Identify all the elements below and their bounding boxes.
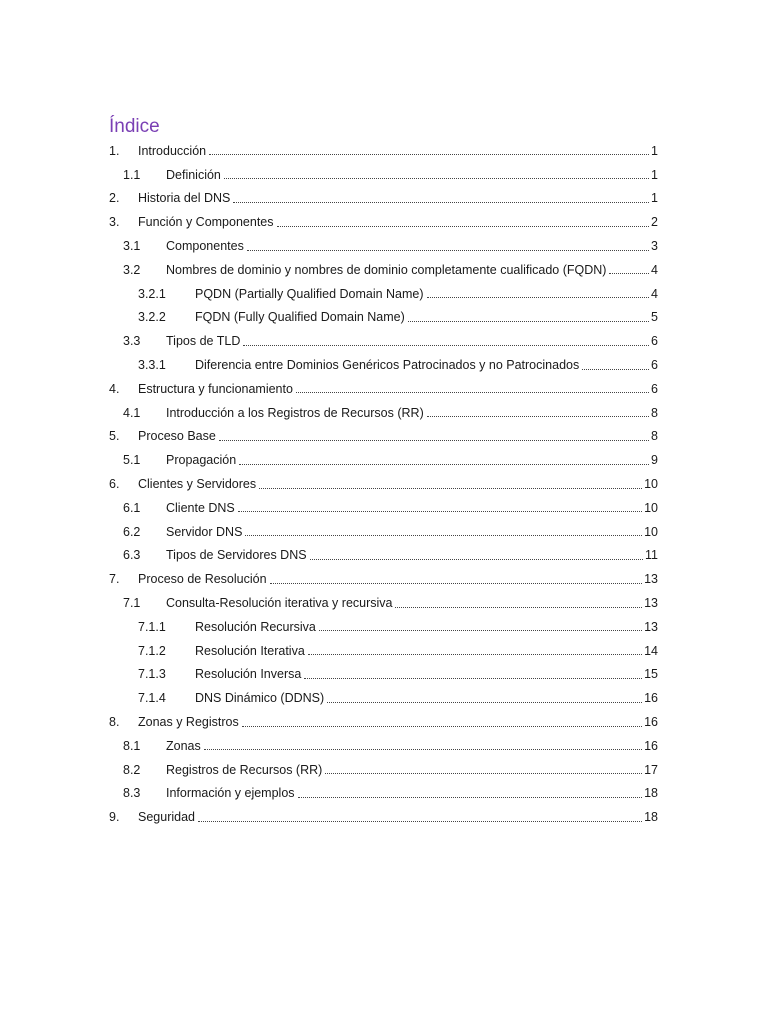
- toc-entry-number: 7.1: [123, 596, 141, 611]
- dot-leader: [209, 142, 649, 155]
- toc-entry-label: Tipos de TLD: [166, 334, 241, 349]
- dot-leader: [219, 428, 649, 441]
- toc-entry[interactable]: [109, 567, 658, 591]
- toc-entry[interactable]: [109, 187, 658, 211]
- toc-entry-number: 6.1: [123, 500, 141, 515]
- toc-entry-number: 3.3.1: [138, 358, 166, 373]
- dot-leader: [408, 309, 649, 322]
- toc-entry[interactable]: [109, 401, 658, 425]
- dot-leader: [198, 809, 642, 822]
- toc-entry[interactable]: [109, 734, 658, 758]
- toc-entry-label: Introducción: [138, 143, 207, 158]
- toc-entry-page-number: 4: [651, 286, 658, 301]
- toc-entry-number: 7.1.4: [138, 691, 166, 706]
- toc-entry-number: 4.: [109, 381, 120, 396]
- toc-entry-label: Resolución Recursiva: [195, 619, 316, 634]
- toc-entry-label: Zonas y Registros: [138, 715, 239, 730]
- toc-entry[interactable]: [109, 448, 658, 472]
- toc-entry-page-number: 1: [651, 191, 658, 206]
- toc-entry-number: 8.3: [123, 786, 141, 801]
- toc-entry-number: 7.1.2: [138, 643, 166, 658]
- toc-entry-page-number: 15: [644, 667, 658, 682]
- toc-entry-page-number: 10: [644, 524, 658, 539]
- toc-entry[interactable]: [109, 686, 658, 710]
- toc-entry-label: Diferencia entre Dominios Genéricos Patrocinados y no Patrocinados: [195, 358, 580, 373]
- toc-entry-number: 2.: [109, 191, 120, 206]
- toc-entry-label: Definición: [166, 167, 221, 182]
- toc-entry[interactable]: [109, 282, 658, 306]
- toc-entry[interactable]: [109, 544, 658, 568]
- toc-entry-label: PQDN (Partially Qualified Domain Name): [195, 286, 424, 301]
- dot-leader: [310, 547, 643, 560]
- dot-leader: [239, 452, 649, 465]
- dot-leader: [242, 714, 642, 727]
- dot-leader: [427, 285, 650, 298]
- dot-leader: [270, 571, 643, 584]
- toc-entry-number: 4.1: [123, 405, 141, 420]
- toc-entry-page-number: 18: [644, 810, 658, 825]
- toc-entry-number: 5.1: [123, 453, 141, 468]
- toc-entry-label: Propagación: [166, 453, 237, 468]
- dot-leader: [247, 238, 649, 251]
- toc-entry-label: Función y Componentes: [138, 215, 274, 230]
- toc-entry-number: 3.1: [123, 239, 141, 254]
- dot-leader: [427, 404, 649, 417]
- dot-leader: [245, 523, 642, 536]
- toc-entry-page-number: 16: [644, 738, 658, 753]
- dot-leader: [243, 333, 649, 346]
- dot-leader: [325, 761, 642, 774]
- toc-entry[interactable]: [109, 782, 658, 806]
- toc-entry-label: Registros de Recursos (RR): [166, 762, 323, 777]
- toc-entry[interactable]: [109, 234, 658, 258]
- toc-entry-number: 8.1: [123, 738, 141, 753]
- toc-entry-page-number: 14: [644, 643, 658, 658]
- dot-leader: [224, 166, 649, 179]
- toc-entry[interactable]: [109, 710, 658, 734]
- toc-entry-number: 7.1.3: [138, 667, 166, 682]
- toc-entry-label: Introducción a los Registros de Recursos (RR): [166, 405, 424, 420]
- toc-entry-number: 9.: [109, 810, 120, 825]
- toc-entry[interactable]: [109, 758, 658, 782]
- toc-entry[interactable]: [109, 306, 658, 330]
- toc-entry-label: Cliente DNS: [166, 500, 235, 515]
- toc-entry-number: 7.1.1: [138, 619, 166, 634]
- dot-leader: [238, 499, 642, 512]
- toc-entry-page-number: 16: [644, 715, 658, 730]
- toc-entry-number: 6.3: [123, 548, 141, 563]
- toc-entry-page-number: 1: [651, 143, 658, 158]
- toc-entry-number: 6.: [109, 477, 120, 492]
- toc-entry[interactable]: [109, 472, 658, 496]
- toc-entry-number: 3.2: [123, 262, 141, 277]
- toc-entry-label: FQDN (Fully Qualified Domain Name): [195, 310, 405, 325]
- toc-entry-number: 7.: [109, 572, 120, 587]
- toc-entry[interactable]: [109, 329, 658, 353]
- toc-entry-page-number: 8: [651, 405, 658, 420]
- toc-entry-label: Historia del DNS: [138, 191, 231, 206]
- table-of-contents: [109, 139, 658, 829]
- toc-entry-page-number: 3: [651, 239, 658, 254]
- toc-entry-number: 8.: [109, 715, 120, 730]
- toc-entry[interactable]: [109, 377, 658, 401]
- dot-leader: [319, 618, 642, 631]
- toc-entry-page-number: 13: [644, 572, 658, 587]
- toc-entry-label: Información y ejemplos: [166, 786, 295, 801]
- toc-entry[interactable]: [109, 210, 658, 234]
- toc-entry-label: Nombres de dominio y nombres de dominio completamente cualificado (FQDN): [166, 262, 607, 277]
- dot-leader: [609, 261, 649, 274]
- toc-entry[interactable]: [109, 520, 658, 544]
- toc-entry-label: Proceso de Resolución: [138, 572, 267, 587]
- toc-entry-label: Tipos de Servidores DNS: [166, 548, 307, 563]
- toc-entry-page-number: 1: [651, 167, 658, 182]
- dot-leader: [304, 666, 642, 679]
- toc-entry-page-number: 5: [651, 310, 658, 325]
- dot-leader: [308, 642, 642, 655]
- toc-entry-number: 5.: [109, 429, 120, 444]
- toc-entry-number: 1.1: [123, 167, 141, 182]
- toc-entry-label: Resolución Inversa: [195, 667, 302, 682]
- dot-leader: [259, 476, 642, 489]
- toc-entry-label: Clientes y Servidores: [138, 477, 257, 492]
- dot-leader: [296, 380, 649, 393]
- toc-entry-page-number: 6: [651, 358, 658, 373]
- toc-entry-page-number: 10: [644, 477, 658, 492]
- toc-entry-page-number: 9: [651, 453, 658, 468]
- dot-leader: [327, 690, 642, 703]
- dot-leader: [204, 737, 642, 750]
- toc-entry-number: 3.: [109, 215, 120, 230]
- toc-entry-number: 8.2: [123, 762, 141, 777]
- toc-entry-label: Estructura y funcionamiento: [138, 381, 293, 396]
- toc-entry[interactable]: [109, 163, 658, 187]
- toc-title: Índice: [109, 116, 160, 137]
- toc-entry-label: Servidor DNS: [166, 524, 243, 539]
- toc-entry[interactable]: [109, 258, 658, 282]
- dot-leader: [582, 357, 649, 370]
- toc-entry-page-number: 6: [651, 381, 658, 396]
- toc-entry-page-number: 13: [644, 619, 658, 634]
- toc-entry-number: 1.: [109, 143, 120, 158]
- toc-entry-label: Seguridad: [138, 810, 195, 825]
- toc-entry-label: Resolución Iterativa: [195, 643, 305, 658]
- dot-leader: [395, 595, 642, 608]
- toc-entry-label: Componentes: [166, 239, 244, 254]
- toc-entry[interactable]: [109, 139, 658, 163]
- toc-entry[interactable]: [109, 615, 658, 639]
- toc-entry[interactable]: [109, 639, 658, 663]
- toc-entry-page-number: 2: [651, 215, 658, 230]
- toc-entry[interactable]: [109, 591, 658, 615]
- dot-leader: [233, 190, 649, 203]
- toc-entry-page-number: 13: [644, 596, 658, 611]
- toc-entry-page-number: 18: [644, 786, 658, 801]
- toc-entry[interactable]: [109, 805, 658, 829]
- toc-entry-page-number: 16: [644, 691, 658, 706]
- toc-entry-label: DNS Dinámico (DDNS): [195, 691, 325, 706]
- toc-entry-page-number: 4: [651, 262, 658, 277]
- toc-entry-number: 6.2: [123, 524, 141, 539]
- toc-entry[interactable]: [109, 425, 658, 449]
- toc-entry-page-number: 17: [644, 762, 658, 777]
- toc-entry-number: 3.2.1: [138, 286, 166, 301]
- toc-entry-number: 3.3: [123, 334, 141, 349]
- toc-entry-label: Zonas: [166, 738, 201, 753]
- dot-leader: [277, 214, 650, 227]
- dot-leader: [298, 785, 643, 798]
- toc-entry[interactable]: [109, 353, 658, 377]
- toc-entry-page-number: 6: [651, 334, 658, 349]
- toc-entry-label: Proceso Base: [138, 429, 216, 444]
- toc-entry-label: Consulta-Resolución iterativa y recursiva: [166, 596, 393, 611]
- toc-entry-number: 3.2.2: [138, 310, 166, 325]
- toc-entry-page-number: 8: [651, 429, 658, 444]
- toc-entry[interactable]: [109, 496, 658, 520]
- toc-entry[interactable]: [109, 663, 658, 687]
- toc-entry-page-number: 11: [645, 548, 658, 563]
- toc-entry-page-number: 10: [644, 500, 658, 515]
